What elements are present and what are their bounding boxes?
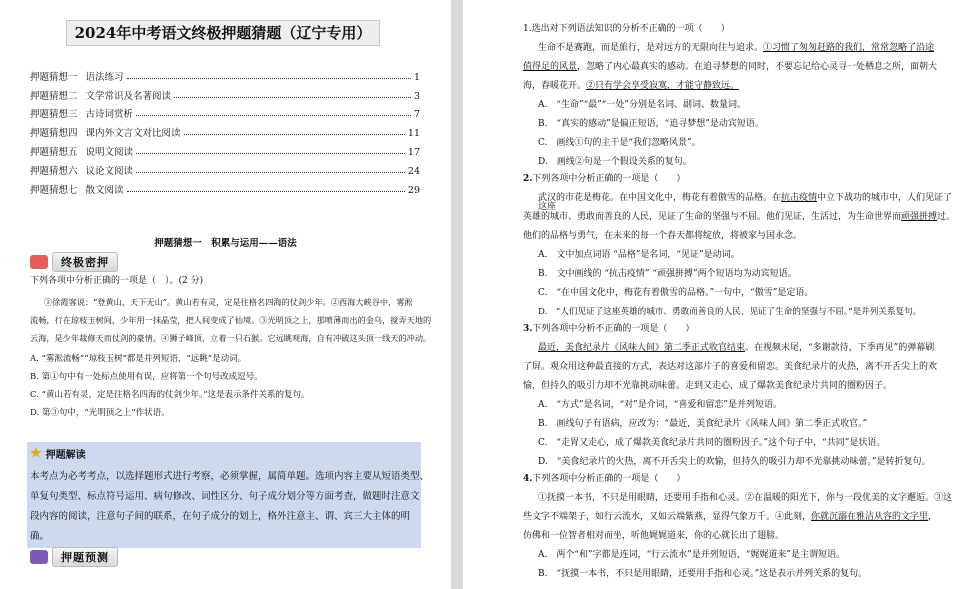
option-d[interactable]: D. 画线②句是一个假设关系的复句。 bbox=[538, 157, 692, 167]
passage-text: 中立下战功的城市中，人们见证了这座 bbox=[538, 193, 953, 212]
banner-label: 押题预测 bbox=[52, 547, 118, 567]
underlined-text: 最近，美食纪录片《风味人间》第二季正式收官结束 bbox=[538, 343, 746, 353]
analysis-line: 单复句类型、标点符号运用、病句修改、词性区分、句子成分划分等方面考查，做题时注意文 bbox=[30, 491, 420, 502]
passage-text: 武汉的市花是梅花。在中国文化中，梅花有着傲雪的品格。在 bbox=[538, 193, 782, 203]
analysis-line: 段内容的阅读，注意句子间的联系，在句子成分的划上，格外注意主、谓、宾三大主体的明 bbox=[30, 511, 411, 522]
toc-leader bbox=[136, 115, 411, 116]
passage-text: 过。 bbox=[937, 212, 956, 222]
toc-label: 押题猜想一 bbox=[30, 71, 78, 83]
toc-title: 散文阅读 bbox=[85, 184, 124, 196]
toc-page: 17 bbox=[407, 146, 420, 158]
option-b[interactable]: B. 文中画线的 “抗击疫情” “顽强拼搏”两个短语均为动宾短语。 bbox=[538, 269, 797, 279]
toc-leader bbox=[174, 97, 411, 98]
passage-line bbox=[523, 513, 937, 522]
passage-line: ①抚摸一本书，不只是用眼睛，还要用手指和心灵。②在温暖的阳光下，你与一段优美的文字邂逅。③这 bbox=[538, 493, 953, 503]
option-a[interactable]: A. “生命”“最”“一处”分别是名词、副词、数量词。 bbox=[538, 100, 746, 110]
question-stem: 下列各项中分析正确的一项是（ ）。(2 分) bbox=[30, 276, 204, 286]
toc-page: 7 bbox=[413, 109, 420, 121]
underlined-text: ①习惯了匆匆赶路的我们，常常忽略了沿途 bbox=[763, 43, 935, 53]
toc-row[interactable] bbox=[30, 139, 420, 158]
passage-line bbox=[523, 63, 937, 72]
toc-page: 29 bbox=[407, 184, 420, 196]
underlined-text: 值得足的风景 bbox=[523, 62, 578, 72]
toc-page: 24 bbox=[407, 165, 420, 177]
underlined-text: 顽强拼搏 bbox=[901, 212, 938, 222]
underlined-text: ②只有学会享受寂寞，才能守静致远。 bbox=[586, 81, 740, 91]
toc-row[interactable] bbox=[30, 177, 420, 196]
banner-label: 终极密押 bbox=[52, 252, 118, 272]
toc-leader bbox=[127, 191, 405, 192]
passage-line: 云海，是少年裁修天而仗剑的豪情。④狮子峰顶，立着一只石猴。它远眺观海，自有冲破这头顶一线天的冲动。 bbox=[30, 333, 432, 343]
option-a[interactable]: A. 两个“和”字都是连词，“行云流水”是并列短语，“娓娓道来”是主谓短语。 bbox=[538, 550, 845, 560]
toc-leader bbox=[184, 134, 405, 135]
analysis-line: 本考点为必考考点，以选择题形式进行考察，必须掌握，属简单题。选项内容主要从短语类型、 bbox=[30, 471, 430, 482]
passage-text: 。在视频末尾，“多谢款待，下季再见”的弹幕刷 bbox=[745, 343, 935, 353]
passage-text: ， bbox=[928, 512, 938, 522]
toc-row[interactable] bbox=[30, 102, 420, 121]
underlined-text: 你就沉溺在雅洁从容的文字里 bbox=[811, 512, 929, 522]
analysis-line: 确。 bbox=[30, 531, 50, 542]
toc-leader bbox=[136, 172, 405, 173]
toc-page: 3 bbox=[413, 90, 420, 102]
toc-title: 说明文阅读 bbox=[85, 146, 134, 158]
question-3-stem: 3.下列各项中分析不正确的一项是（ ） bbox=[523, 324, 695, 334]
toc-label: 押题猜想六 bbox=[30, 165, 78, 177]
underlined-text: 抗击疫情 bbox=[781, 193, 818, 203]
toc-label: 押题猜想七 bbox=[30, 184, 78, 196]
passage-line: 他们的品格与勇气，在未来的每一个春天都将绽放，将被家与国永念。 bbox=[523, 231, 803, 241]
passage-text: ，忽略了内心最真实的感动。在追寻梦想的同时，不要忘记给心灵寻一处栖息之所，面朝大 bbox=[577, 62, 938, 72]
passage-line: 仿佛和一位智者相对而坐，听他娓娓道来，你的心就长出了翅膀。 bbox=[523, 531, 785, 541]
option-d[interactable]: D. 第③句中，“光明顶之上”作状语。 bbox=[30, 408, 170, 418]
toc-title: 文学常识及名著阅读 bbox=[85, 90, 172, 102]
toc-page: 11 bbox=[407, 128, 420, 140]
passage-text: 英雄的城市、勇敢而善良的人民，见证了生命的坚强与不屈。他们见证，生活过，为生命世界而 bbox=[523, 212, 902, 222]
passage-line bbox=[538, 344, 934, 353]
toc-row[interactable] bbox=[30, 120, 420, 139]
option-c[interactable]: C. “在中国文化中，梅花有着傲雪的品格。”一句中，“傲雪”是定语。 bbox=[538, 288, 814, 298]
toc-title: 语法练习 bbox=[85, 71, 124, 83]
question-4-stem: 4.下列各项中分析正确的一项是（ ） bbox=[523, 474, 686, 484]
toc-label: 押题猜想四 bbox=[30, 128, 78, 140]
option-a[interactable]: A. 文中加点词语 “品格”是名词，“见证”是动词。 bbox=[538, 250, 740, 260]
option-c[interactable]: C. 画线①句的主干是“我们忽略风景”。 bbox=[538, 138, 701, 148]
prediction-banner bbox=[30, 548, 118, 566]
option-b[interactable]: B. 画线句子有语病，应改为：“最近，美食纪录片《风味人间》第二季正式收官。” bbox=[538, 419, 868, 429]
star-icon: ★ bbox=[30, 446, 42, 461]
toc-title: 古诗词赏析 bbox=[85, 109, 134, 121]
passage-line bbox=[523, 82, 739, 91]
passage-line bbox=[538, 44, 934, 53]
passage-line bbox=[523, 213, 955, 222]
passage-text: 些文字不端架子，如行云流水，又如云端紫燕，显得气象万千。④此刻， bbox=[523, 512, 812, 522]
toc-row[interactable] bbox=[30, 83, 420, 102]
left-page bbox=[0, 0, 451, 589]
option-c[interactable]: C. “走胃又走心，成了爆款美食纪录片共同的圈粉因子。”这个句子中，“共同”是状语。 bbox=[538, 438, 886, 448]
target-icon bbox=[30, 255, 48, 269]
option-a[interactable]: A. “方式”是名词，“对”是介词，“喜爱和留恋”是并列短语。 bbox=[538, 400, 782, 410]
passage-line: 愉，但持久的吸引力却不光靠挑动味蕾。走到又走心，成了爆款美食纪录片共同的圈粉因子。 bbox=[523, 381, 893, 391]
toc-row[interactable] bbox=[30, 64, 420, 83]
option-b[interactable]: B. “真实的感动”是偏正短语，“追寻梦想”是动宾短语。 bbox=[538, 119, 764, 129]
option-d[interactable]: D. “人们见证了这座英雄的城市、勇敢而善良的人民，见证了生命的坚强与不屈。”是并列关系复句。 bbox=[538, 307, 922, 317]
toc-leader bbox=[136, 153, 405, 154]
passage-text: 海，春暖花开。 bbox=[523, 81, 587, 91]
passage-line: ①徐霞客说：“登黄山，天下无山”。黄山若有灵，定是往格名四海的仗剑少年。②西海大峡谷中，雾淞 bbox=[44, 297, 413, 307]
question-1-stem: 1.选出对下列语法知识的分析不正确的一项（ ） bbox=[523, 24, 730, 34]
section-heading: 押题猜想一 积累与运用——语法 bbox=[154, 238, 297, 249]
passage-line: 了屏。观众用这种最直接的方式，表达对这部片子的喜爱和留恋。美食纪录片的火热，离不开舌尖上的欢 bbox=[523, 362, 938, 372]
toc-page: 1 bbox=[413, 71, 420, 83]
table-of-contents bbox=[30, 64, 420, 196]
toc-leader bbox=[127, 78, 411, 79]
option-c[interactable]: C. “黄山若有灵，定是往格名四海的仗剑少年。”这是表示条件关系的复句。 bbox=[30, 390, 310, 400]
toc-title: 课内外文言文对比阅读 bbox=[85, 128, 181, 140]
toc-row[interactable] bbox=[30, 158, 420, 177]
passage-line bbox=[538, 194, 961, 212]
right-page bbox=[463, 0, 961, 589]
option-a[interactable]: A. “雾淞流畅”“琼枝玉树”都是并列短语，“远眺”是动词。 bbox=[30, 354, 247, 364]
question-2-stem: 2.下列各项中分析正确的一项是（ ） bbox=[523, 174, 686, 184]
option-b[interactable]: B. “抚摸一本书，不只是用眼睛，还要用手指和心灵。”这是表示并列关系的复句。 bbox=[538, 569, 868, 579]
toc-label: 押题猜想三 bbox=[30, 109, 78, 121]
toc-label: 押题猜想五 bbox=[30, 146, 78, 158]
analysis-heading bbox=[30, 446, 86, 461]
document-title: 2024年中考语文终极押题猜题（辽宁专用） bbox=[66, 20, 380, 46]
final-predict-banner bbox=[30, 253, 118, 271]
passage-text: 生命不是赛跑，而是旅行，是对远方的无限向往与追求。 bbox=[538, 43, 764, 53]
pencil-icon bbox=[30, 550, 48, 564]
option-b[interactable]: B. 第①句中有一处标点使用有误，应将第一个句号改成逗号。 bbox=[30, 372, 263, 382]
analysis-title: 押题解读 bbox=[45, 450, 86, 461]
passage-line: 流畅，行在琼枝玉树间，少年用一抹晶莹，把人间变成了仙境。③光明顶之上，那喷薄而出的金乌，搅弄天地的 bbox=[30, 315, 432, 325]
toc-label: 押题猜想二 bbox=[30, 90, 78, 102]
option-d[interactable]: D. “美食纪录片的火热，离不开舌尖上的欢愉，但持久的吸引力却不光靠挑动味蕾。”是转折复句。 bbox=[538, 457, 931, 467]
toc-title: 议论文阅读 bbox=[85, 165, 134, 177]
